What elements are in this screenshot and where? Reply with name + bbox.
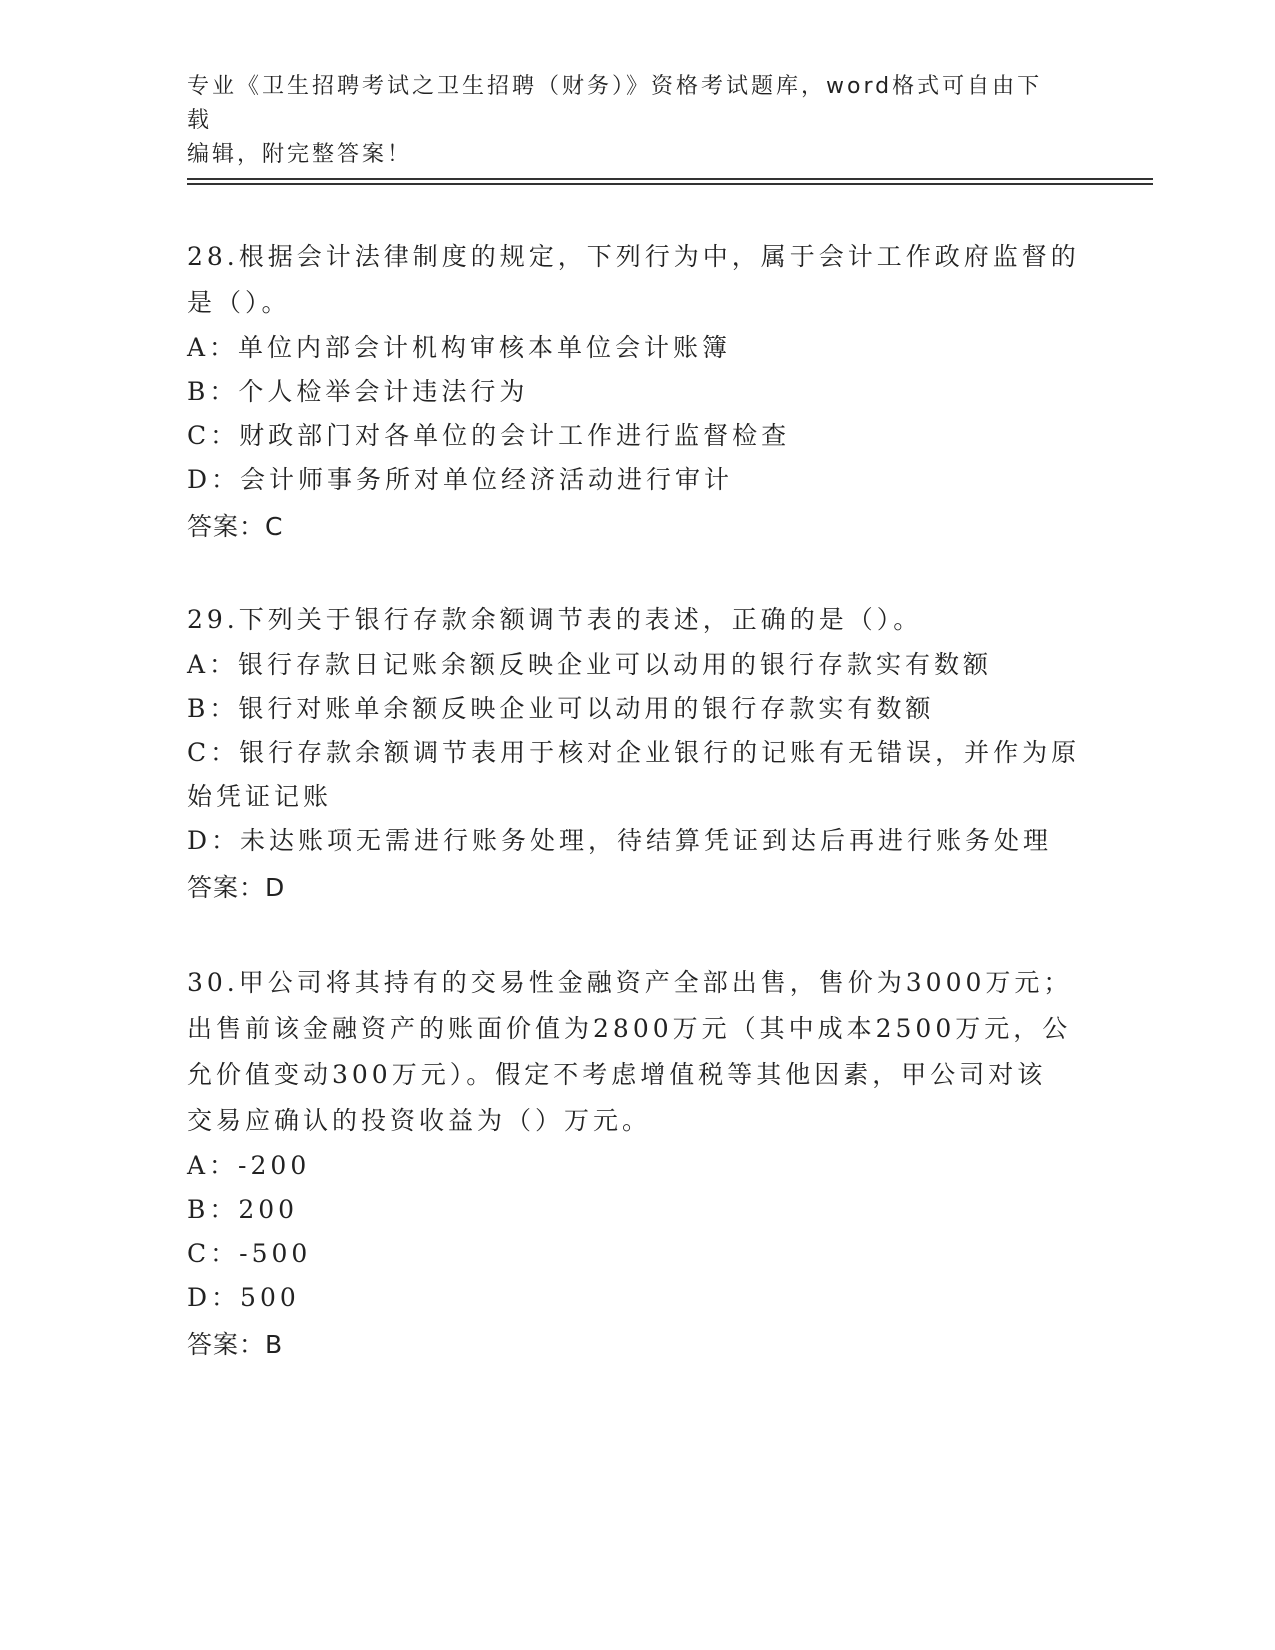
question-stem-line: 允价值变动300万元）。假定不考虑增值税等其他因素，甲公司对该 xyxy=(187,1060,1047,1089)
question-stem-line: 28.根据会计法律制度的规定，下列行为中，属于会计工作政府监督的 xyxy=(187,242,1080,271)
option-b: B：个人检举会计违法行为 xyxy=(187,377,529,406)
answer-line: 答案：D xyxy=(187,873,286,902)
question-stem-line: 交易应确认的投资收益为（）万元。 xyxy=(187,1106,652,1135)
header-divider-top xyxy=(187,178,1153,180)
option-c: C：银行存款余额调节表用于核对企业银行的记账有无错误，并作为原 xyxy=(187,738,1081,767)
document-header xyxy=(187,70,1067,172)
header-line-1: 专业《卫生招聘考试之卫生招聘（财务）》资格考试题库，word格式可自由下载 xyxy=(187,74,1043,133)
option-a: A：-200 xyxy=(187,1151,311,1180)
question-stem-line: 29.下列关于银行存款余额调节表的表述，正确的是（）。 xyxy=(187,605,923,634)
answer-line: 答案：C xyxy=(187,512,284,541)
option-d: D：会计师事务所对单位经济活动进行审计 xyxy=(187,465,734,494)
question-28 xyxy=(187,234,1080,550)
option-a: A：银行存款日记账余额反映企业可以动用的银行存款实有数额 xyxy=(187,650,993,679)
header-line-2: 编辑，附完整答案！ xyxy=(187,142,413,167)
header-divider-bottom xyxy=(187,183,1153,185)
option-b: B：200 xyxy=(187,1195,299,1224)
question-30 xyxy=(187,960,1073,1368)
option-c-continued: 始凭证记账 xyxy=(187,782,333,811)
option-a: A：单位内部会计机构审核本单位会计账簿 xyxy=(187,333,732,362)
option-d: D：未达账项无需进行账务处理，待结算凭证到达后再进行账务处理 xyxy=(187,826,1053,855)
answer-line: 答案：B xyxy=(187,1330,284,1359)
option-d: D：500 xyxy=(187,1283,300,1312)
option-c: C：财政部门对各单位的会计工作进行监督检查 xyxy=(187,421,791,450)
question-stem-line: 是（）。 xyxy=(187,288,291,317)
option-b: B：银行对账单余额反映企业可以动用的银行存款实有数额 xyxy=(187,694,935,723)
question-29 xyxy=(187,597,1081,911)
option-c: C：-500 xyxy=(187,1239,312,1268)
question-stem-line: 30.甲公司将其持有的交易性金融资产全部出售，售价为3000万元； xyxy=(187,968,1073,997)
question-stem-line: 出售前该金融资产的账面价值为2800万元（其中成本2500万元，公 xyxy=(187,1014,1072,1043)
